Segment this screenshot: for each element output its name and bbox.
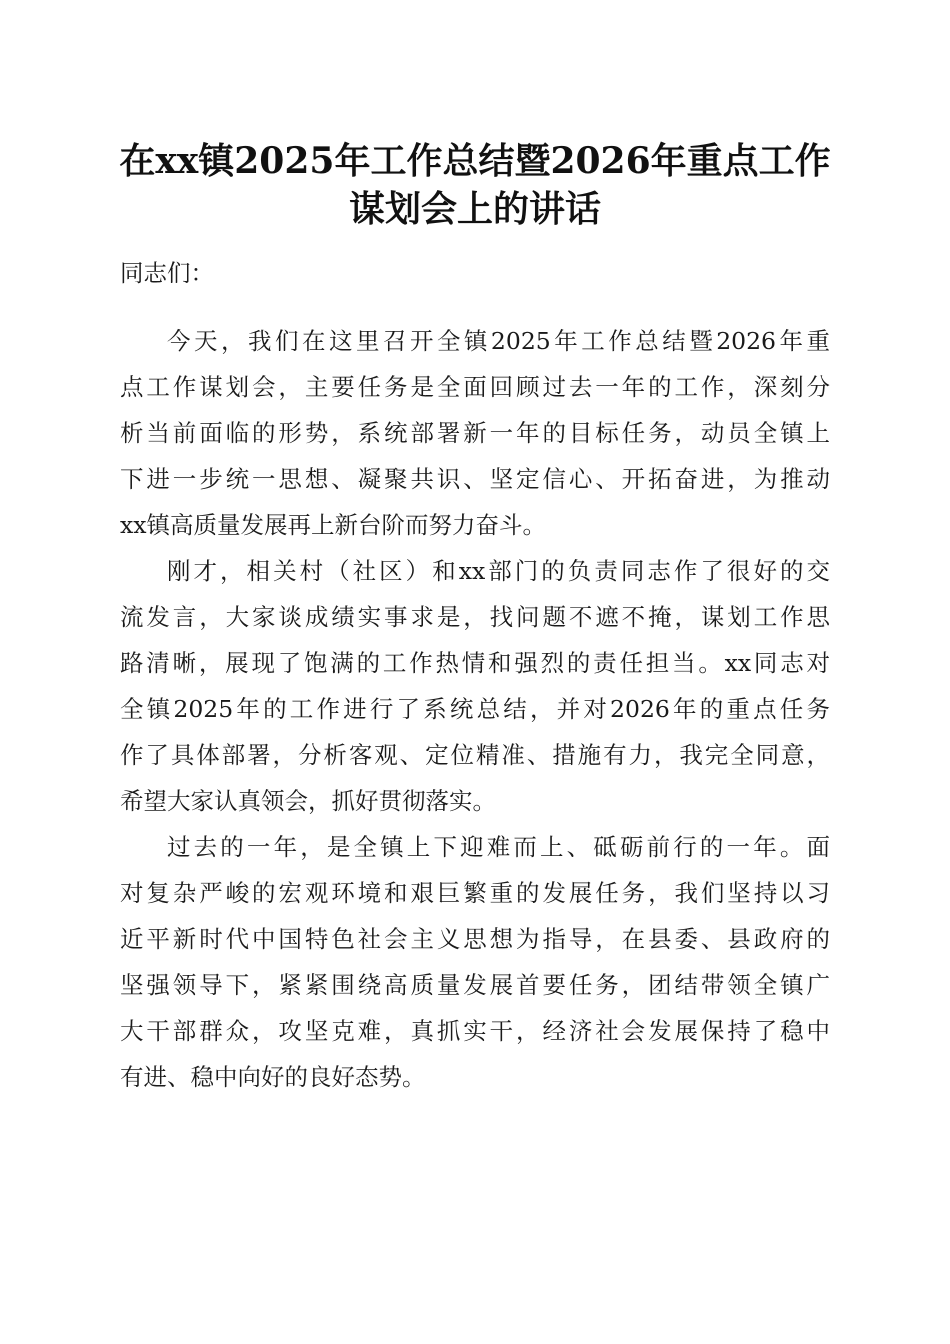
paragraph-2-line: 全镇2025年的工作进行了系统总结，并对2026年的重点任务 xyxy=(120,695,830,723)
paragraph-1-line: 析当前面临的形势，系统部署新一年的目标任务，动员全镇上 xyxy=(120,419,830,447)
paragraph-3-line: 对复杂严峻的宏观环境和艰巨繁重的发展任务，我们坚持以习 xyxy=(120,879,830,907)
paragraph-1-line: xx镇高质量发展再上新台阶而努力奋斗。 xyxy=(120,511,547,539)
page-title-line-2: 谋划会上的讲话 xyxy=(348,188,601,230)
paragraph-1-line: 下进一步统一思想、凝聚共识、坚定信心、开拓奋进，为推动 xyxy=(120,465,830,493)
paragraph-3-line: 过去的一年，是全镇上下迎难而上、砥砺前行的一年。面 xyxy=(167,833,830,861)
paragraph-1-line: 点工作谋划会，主要任务是全面回顾过去一年的工作，深刻分 xyxy=(120,373,830,401)
paragraph-3-line: 近平新时代中国特色社会主义思想为指导，在县委、县政府的 xyxy=(120,925,830,953)
paragraph-1-line: 今天，我们在这里召开全镇2025年工作总结暨2026年重 xyxy=(167,327,830,355)
paragraph-2-line: 路清晰，展现了饱满的工作热情和强烈的责任担当。xx同志对 xyxy=(120,649,830,677)
paragraph-2-line: 作了具体部署，分析客观、定位精准、措施有力，我完全同意， xyxy=(120,741,830,769)
page-title-line-1: 在xx镇2025年工作总结暨2026年重点工作 xyxy=(119,140,831,182)
paragraph-3-line: 有进、稳中向好的良好态势。 xyxy=(120,1063,426,1091)
paragraph-2-line: 刚才，相关村（社区）和xx部门的负责同志作了很好的交 xyxy=(167,557,830,585)
paragraph-2-line: 希望大家认真领会，抓好贯彻落实。 xyxy=(120,787,496,815)
salutation: 同志们： xyxy=(120,259,214,287)
paragraph-3-line: 大干部群众，攻坚克难，真抓实干，经济社会发展保持了稳中 xyxy=(120,1017,830,1045)
paragraph-3-line: 坚强领导下，紧紧围绕高质量发展首要任务，团结带领全镇广 xyxy=(120,971,830,999)
paragraph-2-line: 流发言，大家谈成绩实事求是，找问题不遮不掩，谋划工作思 xyxy=(120,603,830,631)
